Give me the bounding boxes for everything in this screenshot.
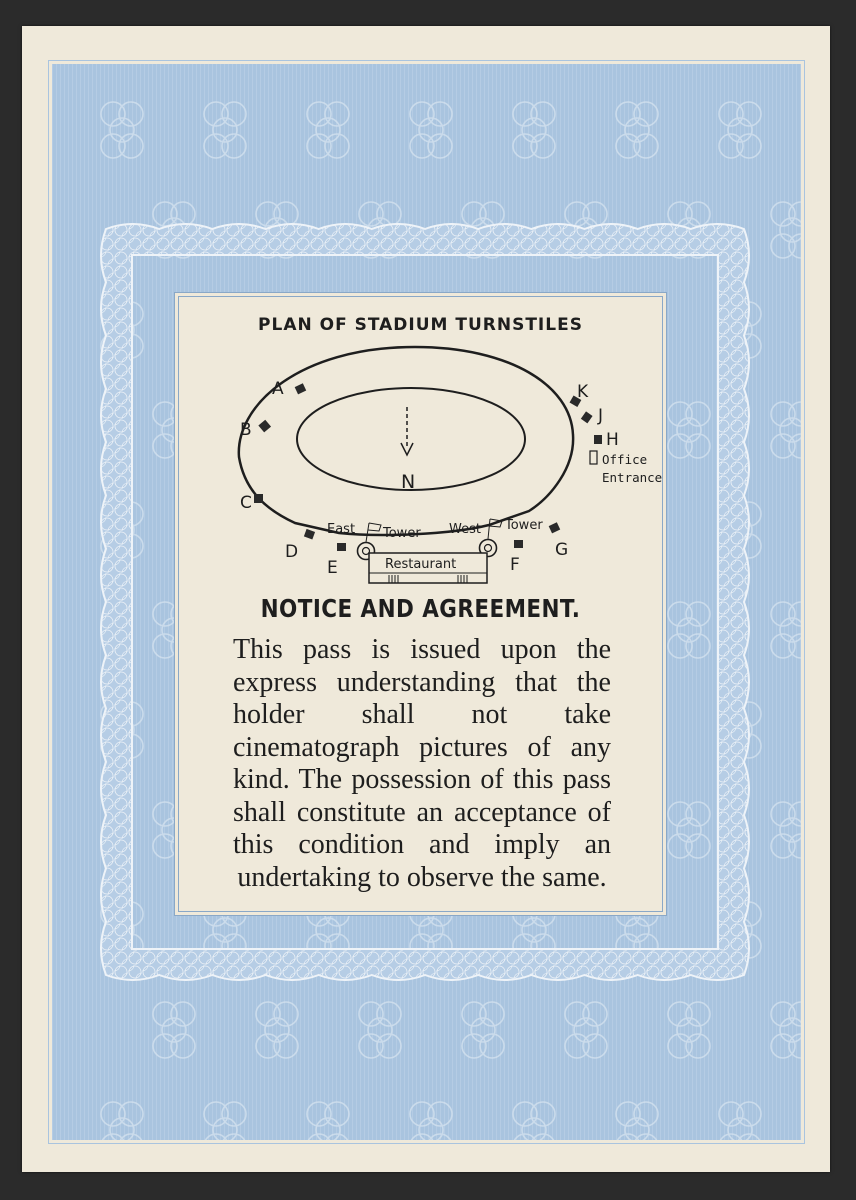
turnstile-label-c: C — [240, 493, 252, 513]
turnstile-marker-c — [254, 494, 263, 503]
office-entrance-marker — [590, 451, 597, 464]
turnstile-marker-d — [304, 529, 315, 540]
turnstile-label-k: K — [577, 382, 589, 402]
stadium-outline — [239, 347, 573, 535]
west-tower-label: Tower — [505, 518, 543, 533]
turnstile-label-j: J — [598, 406, 604, 426]
turnstile-label-d: D — [285, 542, 299, 562]
compass-label: N — [401, 471, 416, 493]
entrance-label: Entrance — [602, 470, 662, 485]
west-label: West — [449, 522, 481, 537]
turnstile-label-h: H — [606, 430, 619, 450]
notice-heading: NOTICE AND AGREEMENT. — [260, 594, 581, 623]
east-tower-label: Tower — [383, 526, 421, 541]
turnstile-label-e: E — [327, 558, 338, 578]
office-label: Office — [602, 452, 648, 467]
east-label: East — [327, 522, 356, 537]
turnstile-marker-e — [337, 543, 346, 551]
turnstile-marker-g — [549, 522, 561, 533]
turnstile-label-g: G — [555, 540, 569, 560]
notice-panel — [178, 296, 663, 912]
turnstile-marker-j — [581, 411, 593, 423]
stadium-plan-diagram — [179, 297, 662, 587]
turnstile-label-f: F — [510, 555, 520, 575]
pass-card — [22, 26, 830, 1172]
turnstile-marker-b — [258, 420, 271, 433]
turnstile-marker-a — [295, 383, 307, 394]
turnstile-label-a: A — [272, 379, 284, 399]
turnstile-marker-h — [594, 435, 602, 444]
notice-body: This pass is issued upon the express understanding that the holder shall not take cinematograph pictures of any kind. The possession of this pass shall constitute an acceptance of this condition and imply an undertaking to observe the same. — [233, 634, 611, 893]
plan-title: PLAN OF STADIUM TURNSTILES — [258, 315, 583, 335]
turnstile-marker-f — [514, 540, 523, 548]
turnstile-label-b: B — [240, 420, 252, 440]
restaurant-label: Restaurant — [385, 557, 457, 572]
